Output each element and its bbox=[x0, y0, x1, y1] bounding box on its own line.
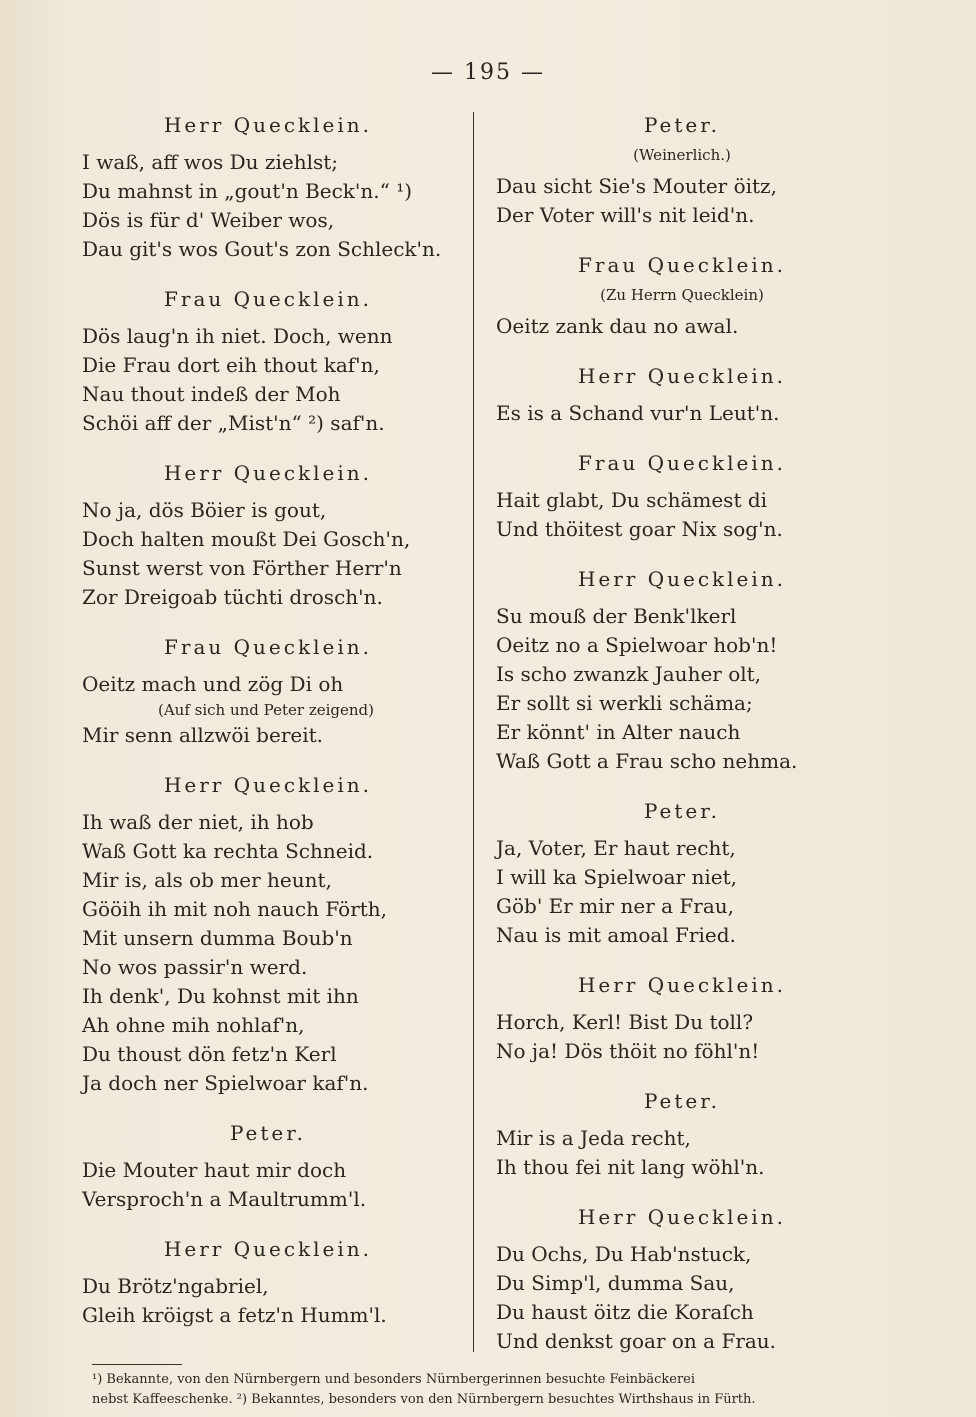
speaker-name: Peter. bbox=[230, 1121, 306, 1145]
verse-line: I will ka Spielwoar niet, bbox=[496, 865, 737, 889]
verse-line: Ja doch ner Spielwoar kaf'n. bbox=[82, 1071, 369, 1095]
verse-line: Du Ochs, Du Hab'nstuck, bbox=[496, 1242, 752, 1266]
verse-line: Die Frau dort eih thout kaf'n, bbox=[82, 353, 380, 377]
verse-line: I waß, aff wos Du ziehlst; bbox=[82, 150, 339, 174]
dialogue-block bbox=[78, 286, 458, 438]
verse-line: Und thöitest goar Nix sog'n. bbox=[496, 517, 783, 541]
verse-line: Mir is, als ob mer heunt, bbox=[82, 868, 332, 892]
verse-line: Du haust öitz die Koraſch bbox=[496, 1300, 754, 1324]
verse-line: Hait glabt, Du schämest di bbox=[496, 488, 768, 512]
verse-line: No wos passir'n werd. bbox=[82, 955, 308, 979]
verse-line: Mit unsern dumma Boub'n bbox=[82, 926, 353, 950]
dialogue-block bbox=[78, 112, 458, 264]
dialogue-block bbox=[492, 112, 872, 230]
verse-line: Göb' Er mir ner a Frau, bbox=[496, 894, 734, 918]
speaker-name: Herr Quecklein. bbox=[577, 364, 787, 388]
verse-line: No ja! Dös thöit no föhl'n! bbox=[496, 1039, 760, 1063]
right-column bbox=[492, 112, 872, 1378]
verse-line: Mir senn allzwöi bereit. bbox=[82, 723, 324, 747]
verse-line: Mir is a Jeda recht, bbox=[496, 1126, 691, 1150]
verse-line: Schöi aff der „Mist'n“ ²) saf'n. bbox=[82, 411, 385, 435]
dialogue-block bbox=[492, 566, 872, 776]
verse-line: Dös laug'n ih niet. Doch, wenn bbox=[82, 324, 393, 348]
dialogue-block bbox=[78, 772, 458, 1098]
verse-line: Ah ohne mih nohlaf'n, bbox=[82, 1013, 305, 1037]
speaker-name: Herr Quecklein. bbox=[577, 567, 787, 591]
speaker-name: Frau Quecklein. bbox=[164, 287, 372, 311]
verse-line: Er sollt si werkli schäma; bbox=[496, 691, 753, 715]
verse-line: Nau is mit amoal Fried. bbox=[496, 923, 736, 947]
verse-line: Gleih kröigst a fetz'n Humm'l. bbox=[82, 1303, 387, 1327]
verse-line: Waß Gott a Frau scho nehma. bbox=[496, 749, 798, 773]
dialogue-block bbox=[78, 460, 458, 612]
dialogue-block bbox=[492, 450, 872, 544]
footnote-line: ¹) Bekannte, von den Nürnbergern und besonders Nürnbergerinnen besuchte Feinbäckerei bbox=[92, 1372, 696, 1387]
verse-line: Du Brötz'ngabriel, bbox=[82, 1274, 269, 1298]
verse-line: Su mouß der Benk'lkerl bbox=[496, 604, 737, 628]
speaker-name: Herr Quecklein. bbox=[163, 461, 373, 485]
dialogue-block bbox=[492, 1088, 872, 1182]
speaker-name: Herr Quecklein. bbox=[163, 1237, 373, 1261]
verse-line: Er könnt' in Alter nauch bbox=[496, 720, 741, 744]
verse-line: Oeitz mach und zög Di oh bbox=[82, 672, 344, 696]
verse-line: Is scho zwanzk Jauher olt, bbox=[496, 662, 762, 686]
dialogue-block bbox=[492, 972, 872, 1066]
speaker-name: Herr Quecklein. bbox=[577, 973, 787, 997]
verse-line: Dau sicht Sie's Mouter öitz, bbox=[496, 174, 777, 198]
verse-line: Du Simp'l, dumma Sau, bbox=[496, 1271, 735, 1295]
column-divider bbox=[473, 112, 474, 1352]
footnote-rule bbox=[92, 1364, 182, 1365]
verse-line: Versproch'n a Maultrumm'l. bbox=[82, 1187, 367, 1211]
verse-line: Du mahnst in „gout'n Beck'n.“ ¹) bbox=[82, 179, 413, 203]
verse-line: Gööih ih mit noh nauch Förth, bbox=[82, 897, 388, 921]
verse-line: Sunst werst von Förther Herr'n bbox=[82, 556, 402, 580]
dialogue-block bbox=[78, 634, 458, 750]
verse-line: Waß Gott ka rechta Schneid. bbox=[82, 839, 374, 863]
verse-line: Oeitz no a Spielwoar hob'n! bbox=[496, 633, 778, 657]
dialogue-block bbox=[492, 1204, 872, 1356]
left-column bbox=[78, 112, 458, 1352]
footnote-line: nebst Kaffeeschenke. ²) Bekanntes, besonders von den Nürnbergern besuchtes Wirthshaus in Fürth. bbox=[92, 1392, 756, 1407]
stage-direction: (Zu Herrn Quecklein) bbox=[600, 286, 764, 304]
verse-line: No ja, dös Böier is gout, bbox=[82, 498, 327, 522]
verse-line: Du thoust dön fetz'n Kerl bbox=[82, 1042, 337, 1066]
verse-line: Und denkst goar on a Frau. bbox=[496, 1329, 777, 1353]
speaker-name: Herr Quecklein. bbox=[577, 1205, 787, 1229]
verse-line: Die Mouter haut mir doch bbox=[82, 1158, 347, 1182]
stage-direction: (Auf sich und Peter zeigend) bbox=[158, 701, 374, 719]
speaker-name: Frau Quecklein. bbox=[164, 635, 372, 659]
dialogue-block bbox=[78, 1236, 458, 1330]
dialogue-block bbox=[492, 363, 872, 428]
speaker-name: Peter. bbox=[644, 113, 720, 137]
verse-line: Dau git's wos Gout's zon Schleck'n. bbox=[82, 237, 442, 261]
speaker-name: Frau Quecklein. bbox=[578, 451, 786, 475]
speaker-name: Peter. bbox=[644, 1089, 720, 1113]
verse-line: Dös is für d' Weiber wos, bbox=[82, 208, 335, 232]
verse-line: Ih thou fei nit lang wöhl'n. bbox=[496, 1155, 765, 1179]
dialogue-block bbox=[492, 798, 872, 950]
speaker-name: Herr Quecklein. bbox=[163, 113, 373, 137]
verse-line: Zor Dreigoab tüchti drosch'n. bbox=[82, 585, 383, 609]
stage-direction: (Weinerlich.) bbox=[633, 146, 731, 164]
dialogue-block bbox=[492, 252, 872, 341]
footnotes bbox=[92, 1370, 912, 1410]
verse-line: Ja, Voter, Er haut recht, bbox=[496, 836, 736, 860]
verse-line: Horch, Kerl! Bist Du toll? bbox=[496, 1010, 754, 1034]
verse-line: Ih denk', Du kohnst mit ihn bbox=[82, 984, 359, 1008]
verse-line: Der Voter will's nit leid'n. bbox=[496, 203, 755, 227]
verse-line: Ih waß der niet, ih hob bbox=[82, 810, 314, 834]
verse-line: Nau thout indeß der Moh bbox=[82, 382, 341, 406]
dialogue-block bbox=[78, 1120, 458, 1214]
verse-line: Oeitz zank dau no awal. bbox=[496, 314, 739, 338]
speaker-name: Frau Quecklein. bbox=[578, 253, 786, 277]
verse-line: Doch halten moußt Dei Gosch'n, bbox=[82, 527, 411, 551]
verse-line: Es is a Schand vur'n Leut'n. bbox=[496, 401, 780, 425]
speaker-name: Herr Quecklein. bbox=[163, 773, 373, 797]
speaker-name: Peter. bbox=[644, 799, 720, 823]
page-number: — 195 — bbox=[431, 60, 545, 85]
